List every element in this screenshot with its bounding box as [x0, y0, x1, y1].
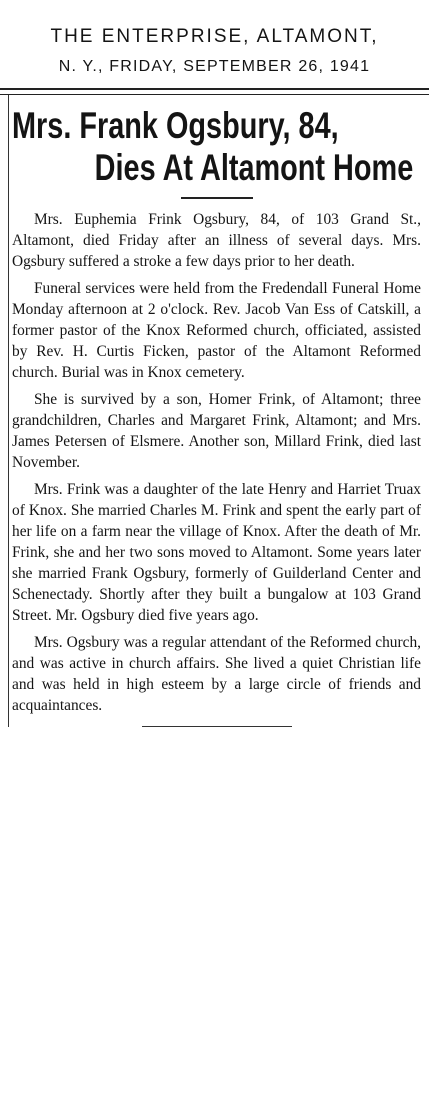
article-body	[12, 209, 421, 716]
headline-line-1: Mrs. Frank Ogsbury, 84,	[12, 105, 339, 146]
paragraph-biography: Mrs. Frink was a daughter of the late Henry and Harriet Truax of Knox. She married Charles M. Frink and spent the early part of her life on a farm near the village of Knox. After the death of Mr. Frink, she and her two sons moved to Altamont. Some years later she married Frank Ogsbury, formerly of Guilderland Center and Schenectady. Shortly after they built a bungalow at 103 Grand Street. Mr. Ogsbury died five years ago.	[12, 481, 421, 624]
paragraph-survivors: She is survived by a son, Homer Frink, of Altamont; three grandchildren, Charles and Margaret Frink, Altamont; and Mrs. James Petersen of Elsmere. Another son, Millard Frink, died last November.	[12, 391, 421, 471]
masthead-title: THE ENTERPRISE, ALTAMONT,	[50, 26, 379, 47]
column-rule	[8, 95, 9, 727]
headline-divider	[181, 197, 253, 199]
masthead	[0, 0, 429, 78]
obituary-article	[12, 95, 421, 727]
masthead-dateline: N. Y., FRIDAY, SEPTEMBER 26, 1941	[58, 58, 371, 75]
paragraph-church: Mrs. Ogsbury was a regular attendant of the Reformed church, and was active in church affairs. She lived a quiet Christian life and was held in high esteem by a large circle of friends and acquaintances.	[12, 634, 421, 714]
headline	[12, 105, 414, 189]
masthead-rule	[0, 88, 429, 95]
end-rule	[142, 726, 292, 727]
headline-line-2: Dies At Altamont Home	[94, 147, 414, 188]
paragraph-funeral: Funeral services were held from the Fredendall Funeral Home Monday afternoon at 2 o'clock. Rev. Jacob Van Ess of Catskill, a former pastor of the Knox Reformed church, officiated, assisted by Rev. H. Curtis Ficken, pastor of the Altamont Reformed church. Burial was in Knox cemetery.	[12, 280, 421, 381]
paragraph-death: Mrs. Euphemia Frink Ogsbury, 84, of 103 Grand St., Altamont, died Friday after an illness of several days. Mrs. Ogsbury suffered a stroke a few days prior to her death.	[12, 211, 421, 270]
